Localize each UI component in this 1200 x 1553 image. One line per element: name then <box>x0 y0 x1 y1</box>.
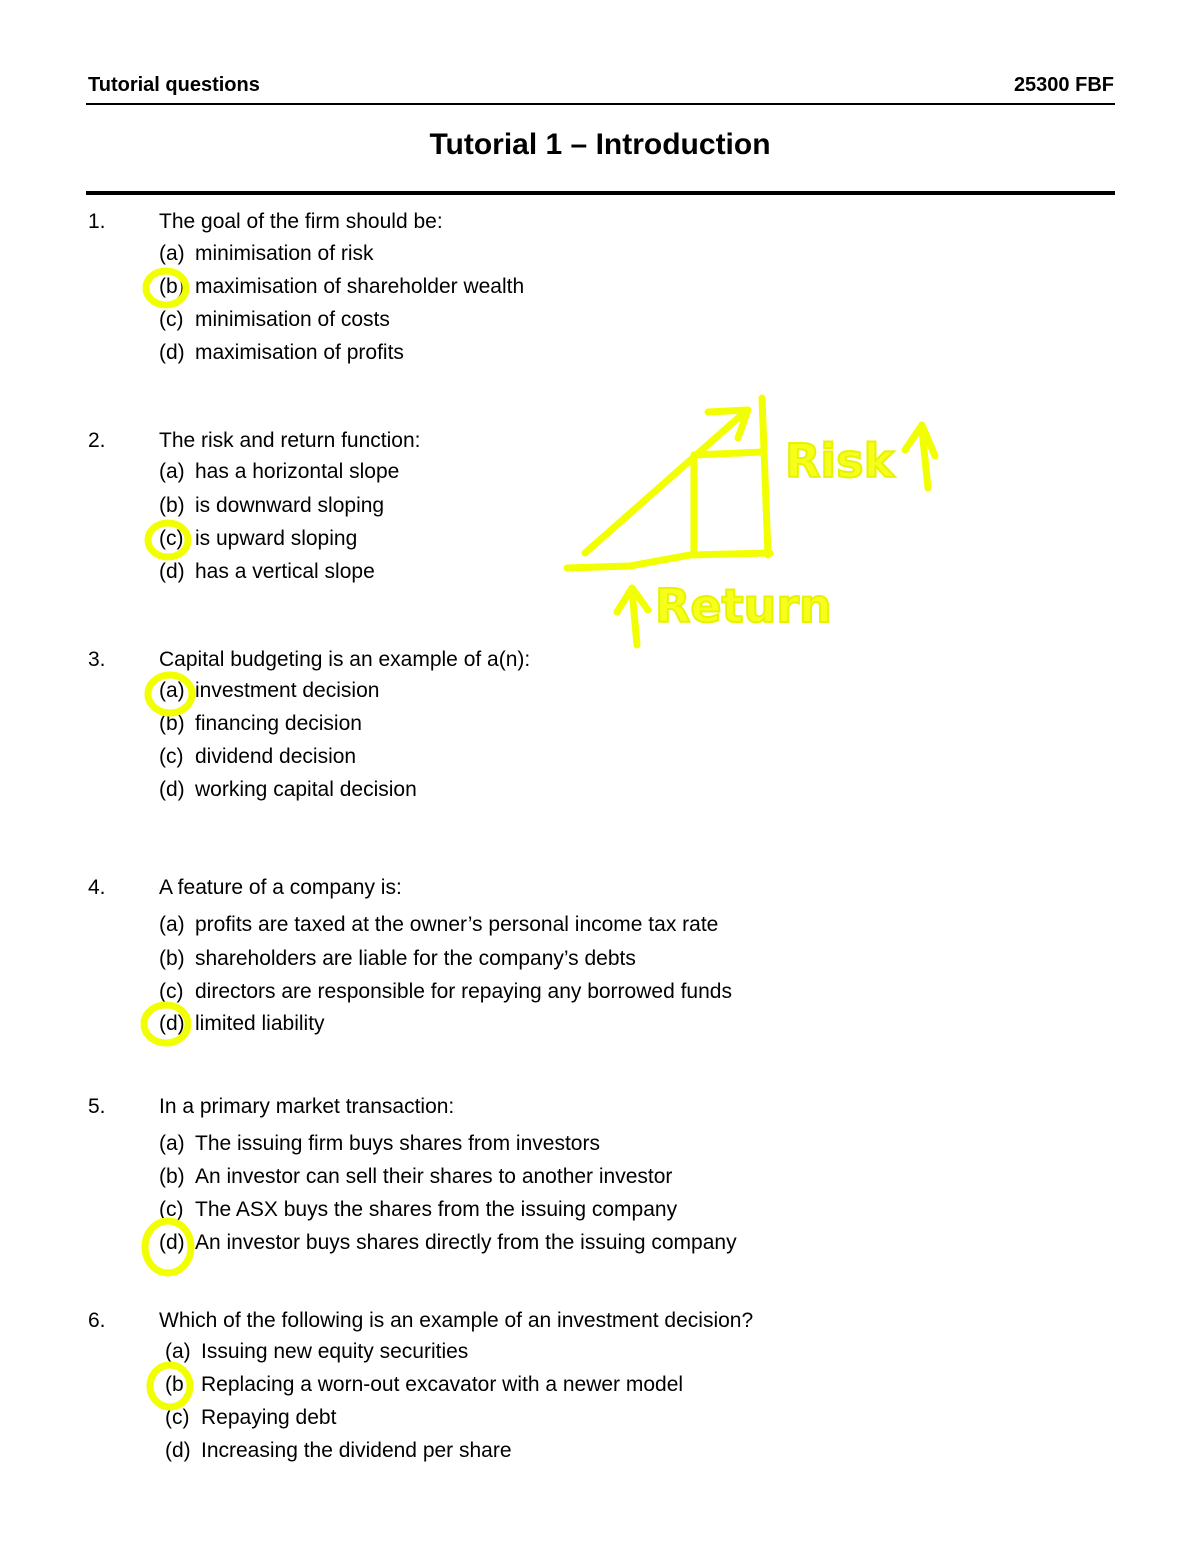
option-text: An investor can sell their shares to another investor <box>195 1165 673 1188</box>
option-text: minimisation of risk <box>195 242 374 265</box>
header-right-text: 25300 FBF <box>1013 74 1114 96</box>
risk-label: Risk <box>785 434 895 488</box>
option-text: Replacing a worn-out excavator with a newer model <box>201 1373 684 1396</box>
option-text: financing decision <box>195 712 362 735</box>
option-text: directors are responsible for repaying any borrowed funds <box>195 980 732 1003</box>
option-text: is upward sloping <box>195 527 358 550</box>
question-number: 3. <box>88 648 106 671</box>
option-letter: (b) <box>159 275 185 298</box>
option-text: maximisation of profits <box>195 341 404 364</box>
option-letter: (b) <box>159 494 185 517</box>
option-letter: (c) <box>159 308 184 331</box>
option-text: profits are taxed at the owner’s personal income tax rate <box>195 913 719 936</box>
option-letter: (d) <box>159 341 185 364</box>
option-letter: (c) <box>165 1406 190 1429</box>
header-left-text: Tutorial questions <box>88 74 260 96</box>
sketch-right-line <box>762 398 768 555</box>
option-text: has a vertical slope <box>195 560 375 583</box>
option-text: is downward sloping <box>195 494 385 517</box>
option-text: Issuing new equity securities <box>201 1340 469 1363</box>
risk-up-arrow-icon <box>905 425 935 488</box>
answer-circle-1b <box>146 271 186 305</box>
sketch-top-line <box>694 452 762 455</box>
option-letter: (a) <box>165 1340 191 1363</box>
answer-circle-4d <box>144 1005 188 1043</box>
option-letter: (a) <box>159 679 185 702</box>
option-text: maximisation of shareholder wealth <box>195 275 525 298</box>
option-letter: (c) <box>159 980 184 1003</box>
option-letter: (b) <box>159 947 185 970</box>
question-number: 1. <box>88 210 106 233</box>
question-stem: The goal of the firm should be: <box>159 210 443 233</box>
option-text: minimisation of costs <box>195 308 390 331</box>
option-letter: (d) <box>159 778 185 801</box>
question-number: 6. <box>88 1309 106 1332</box>
option-letter: (d) <box>159 1012 185 1035</box>
option-letter: (d) <box>159 560 185 583</box>
option-letter: (c) <box>159 745 184 768</box>
option-text: The ASX buys the shares from the issuing company <box>195 1198 678 1221</box>
option-text: limited liability <box>195 1012 325 1035</box>
question-number: 5. <box>88 1095 106 1118</box>
sketch-baseline <box>567 553 770 568</box>
option-text: Increasing the dividend per share <box>201 1439 512 1462</box>
question-number: 4. <box>88 876 106 899</box>
option-letter: (a) <box>159 913 185 936</box>
option-letter: (b) <box>159 712 185 735</box>
option-letter: (c) <box>159 527 184 550</box>
return-label: Return <box>655 579 832 633</box>
page-title: Tutorial 1 – Introduction <box>429 128 771 161</box>
option-text: working capital decision <box>195 778 417 801</box>
option-text: The issuing firm buys shares from investors <box>195 1132 600 1155</box>
sketch-upward-line <box>585 412 745 553</box>
question-stem: Which of the following is an example of an investment decision? <box>159 1309 754 1332</box>
option-letter: (c) <box>159 1198 184 1221</box>
option-text: An investor buys shares directly from the issuing company <box>195 1231 737 1254</box>
option-text: shareholders are liable for the company’s debts <box>195 947 636 970</box>
question-stem: A feature of a company is: <box>159 876 402 899</box>
answer-circle-6b <box>150 1365 190 1407</box>
option-text: investment decision <box>195 679 380 702</box>
option-text: Repaying debt <box>201 1406 337 1429</box>
question-stem: In a primary market transaction: <box>159 1095 455 1118</box>
option-letter: (a) <box>159 1132 185 1155</box>
question-number: 2. <box>88 429 106 452</box>
answer-circle-2c <box>148 523 188 557</box>
question-stem: Capital budgeting is an example of a(n): <box>159 648 531 671</box>
question-stem: The risk and return function: <box>159 429 421 452</box>
return-up-arrow-icon <box>617 588 648 645</box>
option-letter: (a) <box>159 460 185 483</box>
option-letter: (b) <box>159 1165 185 1188</box>
option-text: dividend decision <box>195 745 357 768</box>
answer-circle-5d <box>145 1221 191 1273</box>
option-letter: (d) <box>165 1439 191 1462</box>
answer-circle-3a <box>148 675 192 713</box>
option-text: has a horizontal slope <box>195 460 400 483</box>
option-letter: (a) <box>159 242 185 265</box>
option-letter: (b) <box>165 1373 191 1396</box>
option-letter: (d) <box>159 1231 185 1254</box>
